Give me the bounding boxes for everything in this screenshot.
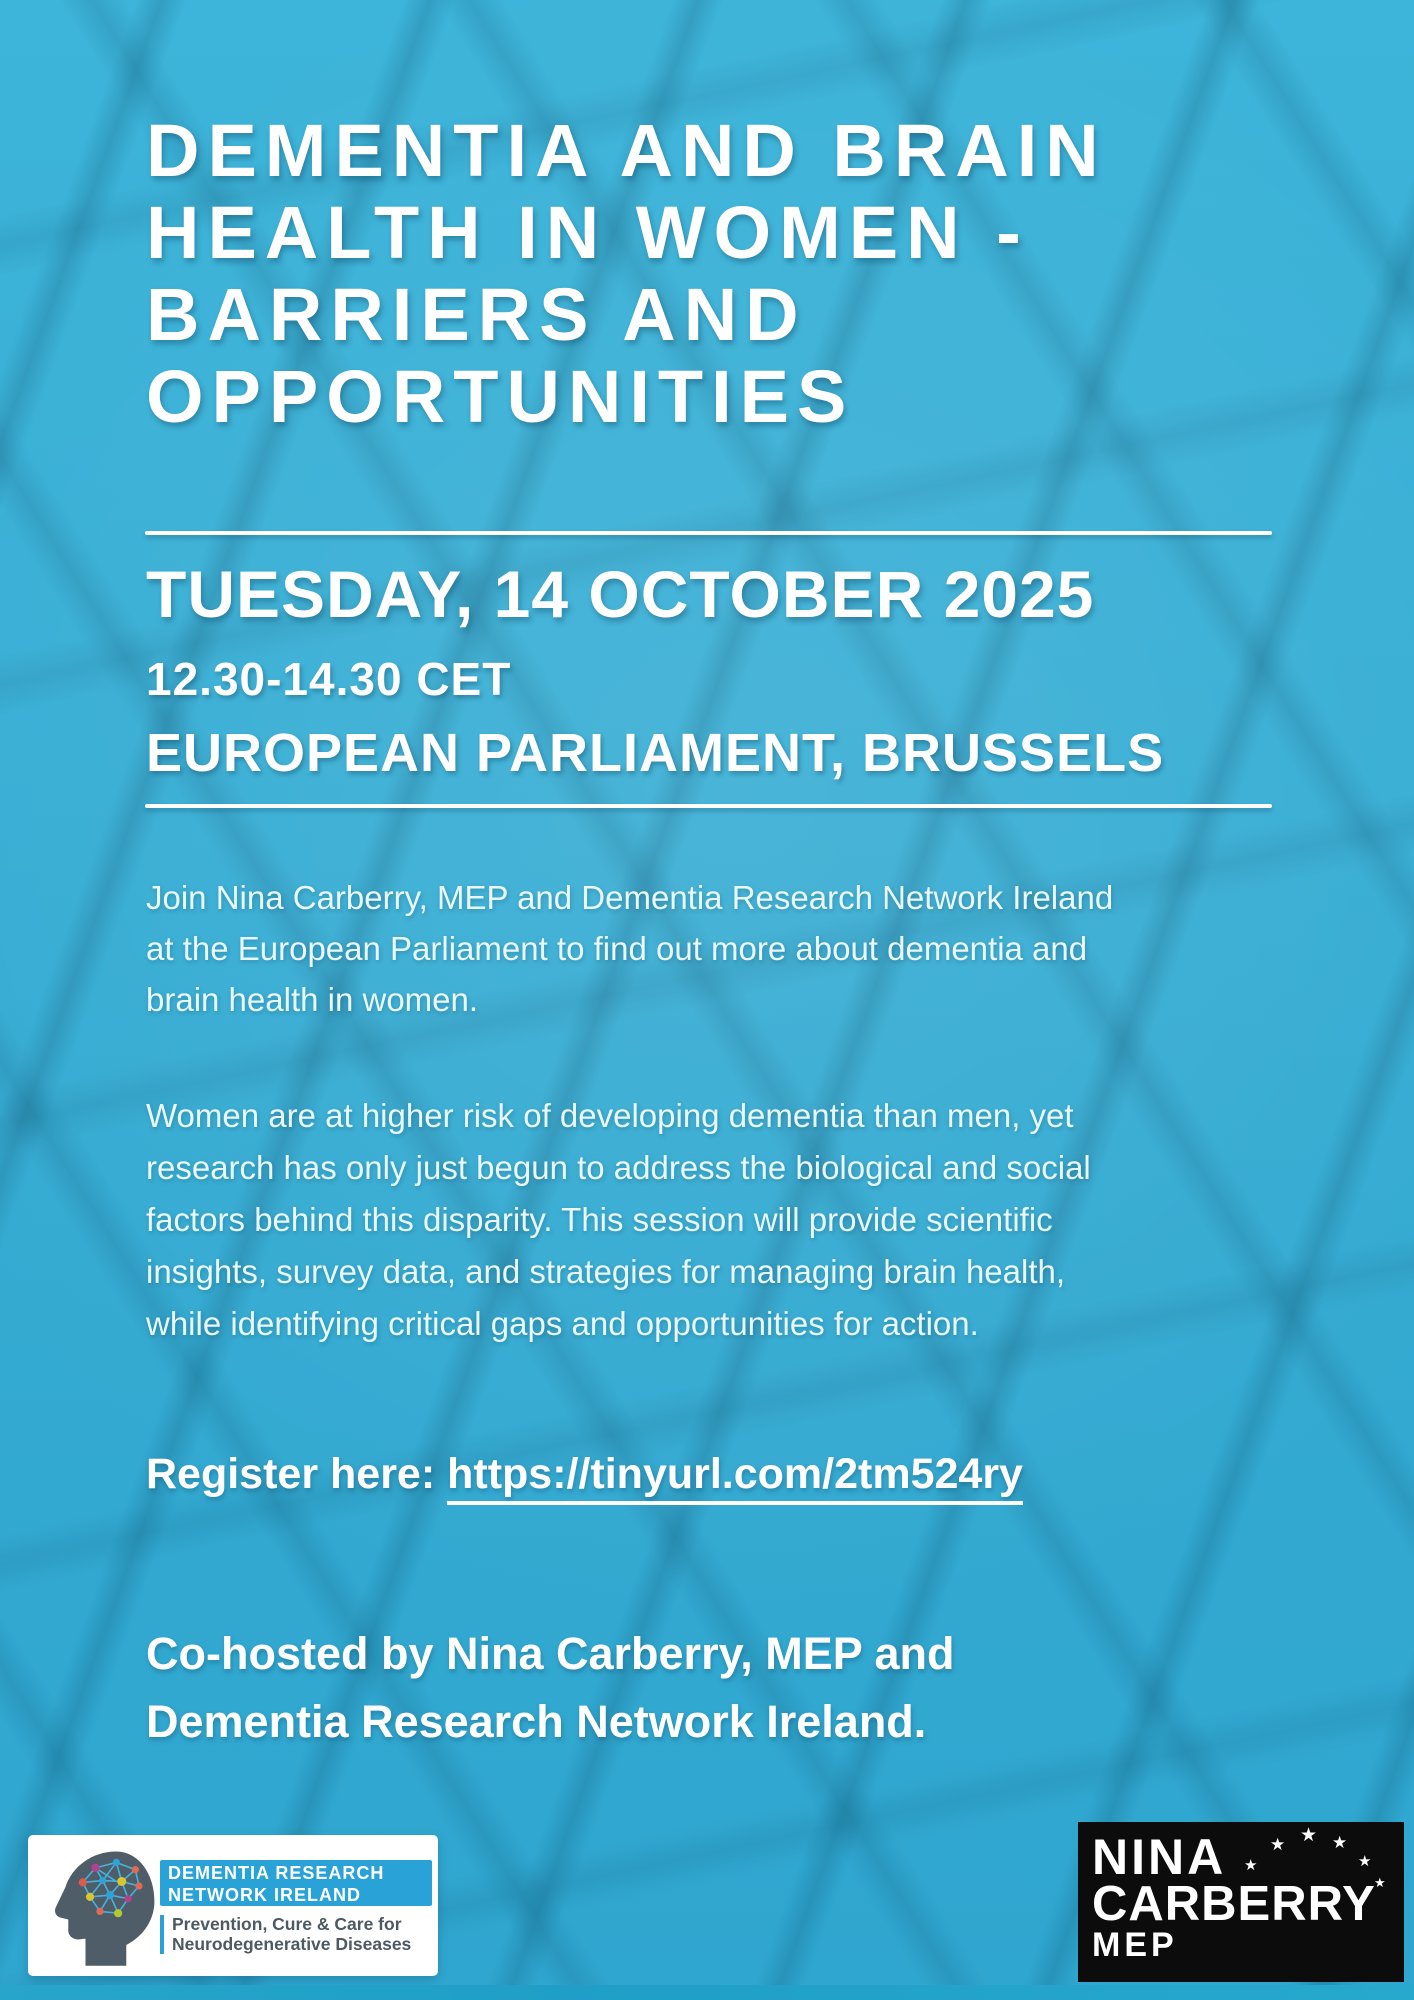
description-paragraph: [146, 1090, 1206, 1350]
intro-line: at the European Parliament to find out more about dementia and: [146, 930, 1088, 967]
intro-line: brain health in women.: [146, 981, 479, 1018]
page-title: [146, 110, 1326, 438]
register-line: [146, 1450, 1346, 1499]
drni-name-box: [160, 1860, 432, 1906]
event-time: 12.30-14.30 CET: [146, 653, 512, 705]
description-line: Women are at higher risk of developing dementia than men, yet: [146, 1097, 1074, 1134]
nina-logo-mep-label: MEP: [1092, 1926, 1178, 1964]
intro-paragraph: [146, 872, 1206, 1025]
description-line: research has only just begun to address the biological and social: [146, 1149, 1091, 1186]
divider-line-bottom: [145, 804, 1272, 808]
register-label: Register here:: [146, 1450, 448, 1498]
divider-line-top: [145, 531, 1272, 535]
drni-tagline-line2: Neurodegenerative Diseases: [172, 1933, 412, 1954]
brain-head-icon: [32, 1837, 168, 1974]
cohost-text: [146, 1620, 1246, 1756]
nina-logo-first-name: NINA: [1092, 1829, 1227, 1885]
bottom-edge-strip: [0, 1985, 1414, 2000]
title-line: BARRIERS AND: [146, 273, 807, 356]
nina-logo-last-name: CARBERRY: [1092, 1877, 1376, 1931]
drni-tagline-line1: Prevention, Cure & Care for: [172, 1914, 402, 1934]
nina-carberry-logo-card: [1078, 1822, 1404, 1982]
star-icon: ★: [1358, 1853, 1372, 1870]
drni-tagline: [160, 1915, 452, 1954]
register-link[interactable]: https://tinyurl.com/2tm524ry: [447, 1450, 1023, 1505]
description-line: insights, survey data, and strategies for managing brain health,: [146, 1253, 1066, 1290]
cohost-line: Dementia Research Network Ireland.: [146, 1696, 927, 1747]
star-icon: ★: [1332, 1833, 1348, 1852]
drni-name-line1: DEMENTIA RESEARCH: [168, 1863, 385, 1883]
star-icon: ★: [1374, 1875, 1386, 1890]
event-venue: EUROPEAN PARLIAMENT, BRUSSELS: [146, 723, 1165, 783]
drni-name-line2: NETWORK IRELAND: [168, 1885, 361, 1905]
description-line: while identifying critical gaps and opportunities for action.: [146, 1305, 979, 1342]
star-icon: ★: [1300, 1825, 1318, 1846]
star-icon: ★: [1270, 1835, 1286, 1854]
title-line: OPPORTUNITIES: [146, 355, 855, 438]
drni-logo-card: [28, 1835, 438, 1976]
intro-line: Join Nina Carberry, MEP and Dementia Research Network Ireland: [146, 879, 1114, 916]
event-date: TUESDAY, 14 OCTOBER 2025: [146, 557, 1095, 631]
star-icon: ★: [1244, 1857, 1258, 1874]
title-line: HEALTH IN WOMEN -: [146, 191, 1029, 274]
description-line: factors behind this disparity. This session will provide scientific: [146, 1201, 1053, 1238]
title-line: DEMENTIA AND BRAIN: [146, 109, 1107, 192]
cohost-line: Co-hosted by Nina Carberry, MEP and: [146, 1628, 955, 1679]
